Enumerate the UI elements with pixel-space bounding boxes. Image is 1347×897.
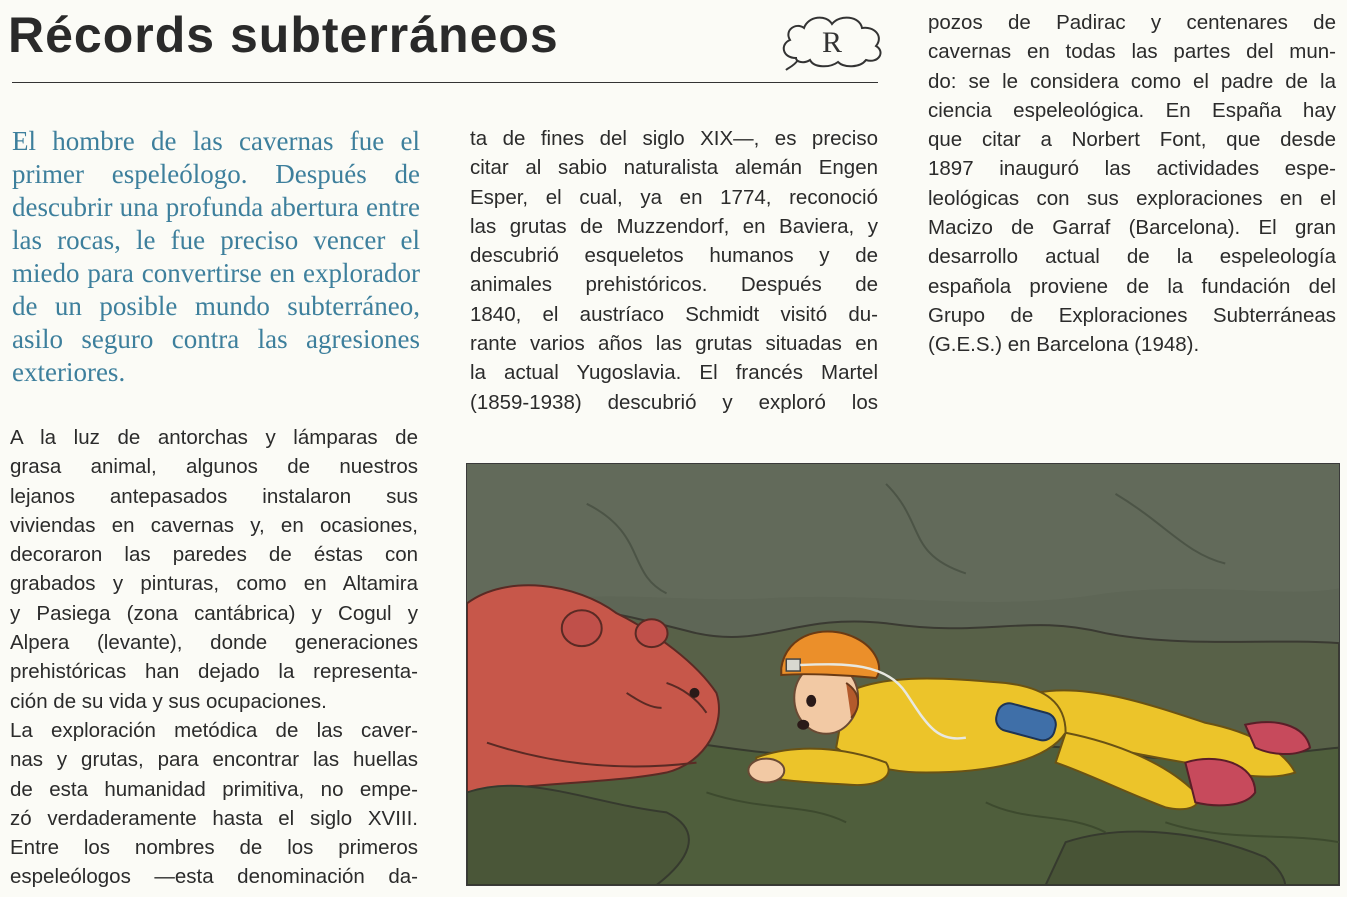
text-line: citar al sabio naturalista alemán Engen	[470, 156, 878, 180]
text-line: prehistóricas han dejado la representa-	[10, 660, 418, 684]
text-line: do: se le considera como el padre de la	[928, 69, 1336, 93]
cave-illustration	[466, 463, 1340, 886]
text-line: grabados y pinturas, como en Altamira	[10, 572, 418, 596]
text-line: Alpera (levante), donde generaciones	[10, 631, 418, 655]
text-line: 1840, el austríaco Schmidt visitó du-	[470, 302, 878, 326]
text-line: decoraron las paredes de éstas con	[10, 543, 418, 567]
text-line: rante varios años las grutas situadas en	[470, 332, 878, 356]
text-line: A la luz de antorchas y lámparas de	[10, 426, 418, 449]
body-column-3	[928, 8, 1336, 360]
text-line: Esper, el cual, ya en 1774, reconoció	[470, 185, 878, 209]
text-line: lejanos antepasados instalaron sus	[10, 484, 418, 508]
cloud-badge	[774, 8, 890, 72]
text-line: que citar a Norbert Font, que desde	[928, 128, 1336, 152]
cloud-icon	[774, 8, 890, 72]
text-line: ción de su vida y sus ocupaciones.	[10, 689, 327, 713]
text-line: zó verdaderamente hasta el siglo XVIII.	[10, 806, 418, 830]
text-line: (1859-1938) descubrió y exploró los	[470, 390, 878, 414]
text-line: las grutas de Muzzendorf, en Baviera, y	[470, 214, 878, 238]
badge-letter: R	[821, 26, 843, 59]
text-line: La exploración metódica de las caver-	[10, 718, 418, 742]
page-title: Récords subterráneos	[8, 7, 559, 63]
text-line: Entre los nombres de los primeros	[10, 836, 418, 860]
text-line: nas y grutas, para encontrar las huellas	[10, 748, 418, 772]
text-line: viviendas en cavernas y, en ocasiones,	[10, 513, 418, 537]
text-line: (G.E.S.) en Barcelona (1948).	[928, 333, 1200, 357]
text-line: Macizo de Garraf (Barcelona). El gran	[928, 216, 1336, 240]
intro-paragraph: El hombre de las cavernas fue el primer espeleólogo. Después de descubrir una profunda abertura entre las rocas, le fue preciso vencer el miedo para convertirse en explorador de un posible mundo subterráneo, asilo seguro contra las agresiones exteriores.	[12, 126, 420, 387]
text-line: cavernas en todas las partes del mun-	[928, 40, 1336, 64]
text-line: pozos de Padirac y centenares de	[928, 11, 1336, 34]
text-line: española proviene de la fundación del	[928, 274, 1336, 298]
text-line: de esta humanidad primitiva, no empe-	[10, 777, 418, 801]
text-line: desarrollo actual de la espeleología	[928, 245, 1336, 269]
text-line: descubrió esqueletos humanos y de	[470, 244, 878, 268]
text-line: la actual Yugoslavia. El francés Martel	[470, 361, 878, 385]
text-line: 1897 inauguró las actividades espe-	[928, 157, 1336, 181]
body-column-1	[10, 423, 418, 892]
cave-scene-image	[467, 464, 1339, 885]
text-line: animales prehistóricos. Después de	[470, 273, 878, 297]
text-line: grasa animal, algunos de nuestros	[10, 455, 418, 479]
text-line: leológicas con sus exploraciones en el	[928, 186, 1336, 210]
body-column-2	[470, 124, 878, 417]
text-line: Grupo de Exploraciones Subterráneas	[928, 303, 1336, 327]
text-line: y Pasiega (zona cantábrica) y Cogul y	[10, 601, 418, 625]
text-line: ciencia espeleológica. En España hay	[928, 98, 1336, 122]
title-divider	[12, 82, 878, 83]
text-line: espeleólogos —esta denominación da-	[10, 865, 418, 889]
text-line: ta de fines del siglo XIX—, es preciso	[470, 127, 878, 150]
